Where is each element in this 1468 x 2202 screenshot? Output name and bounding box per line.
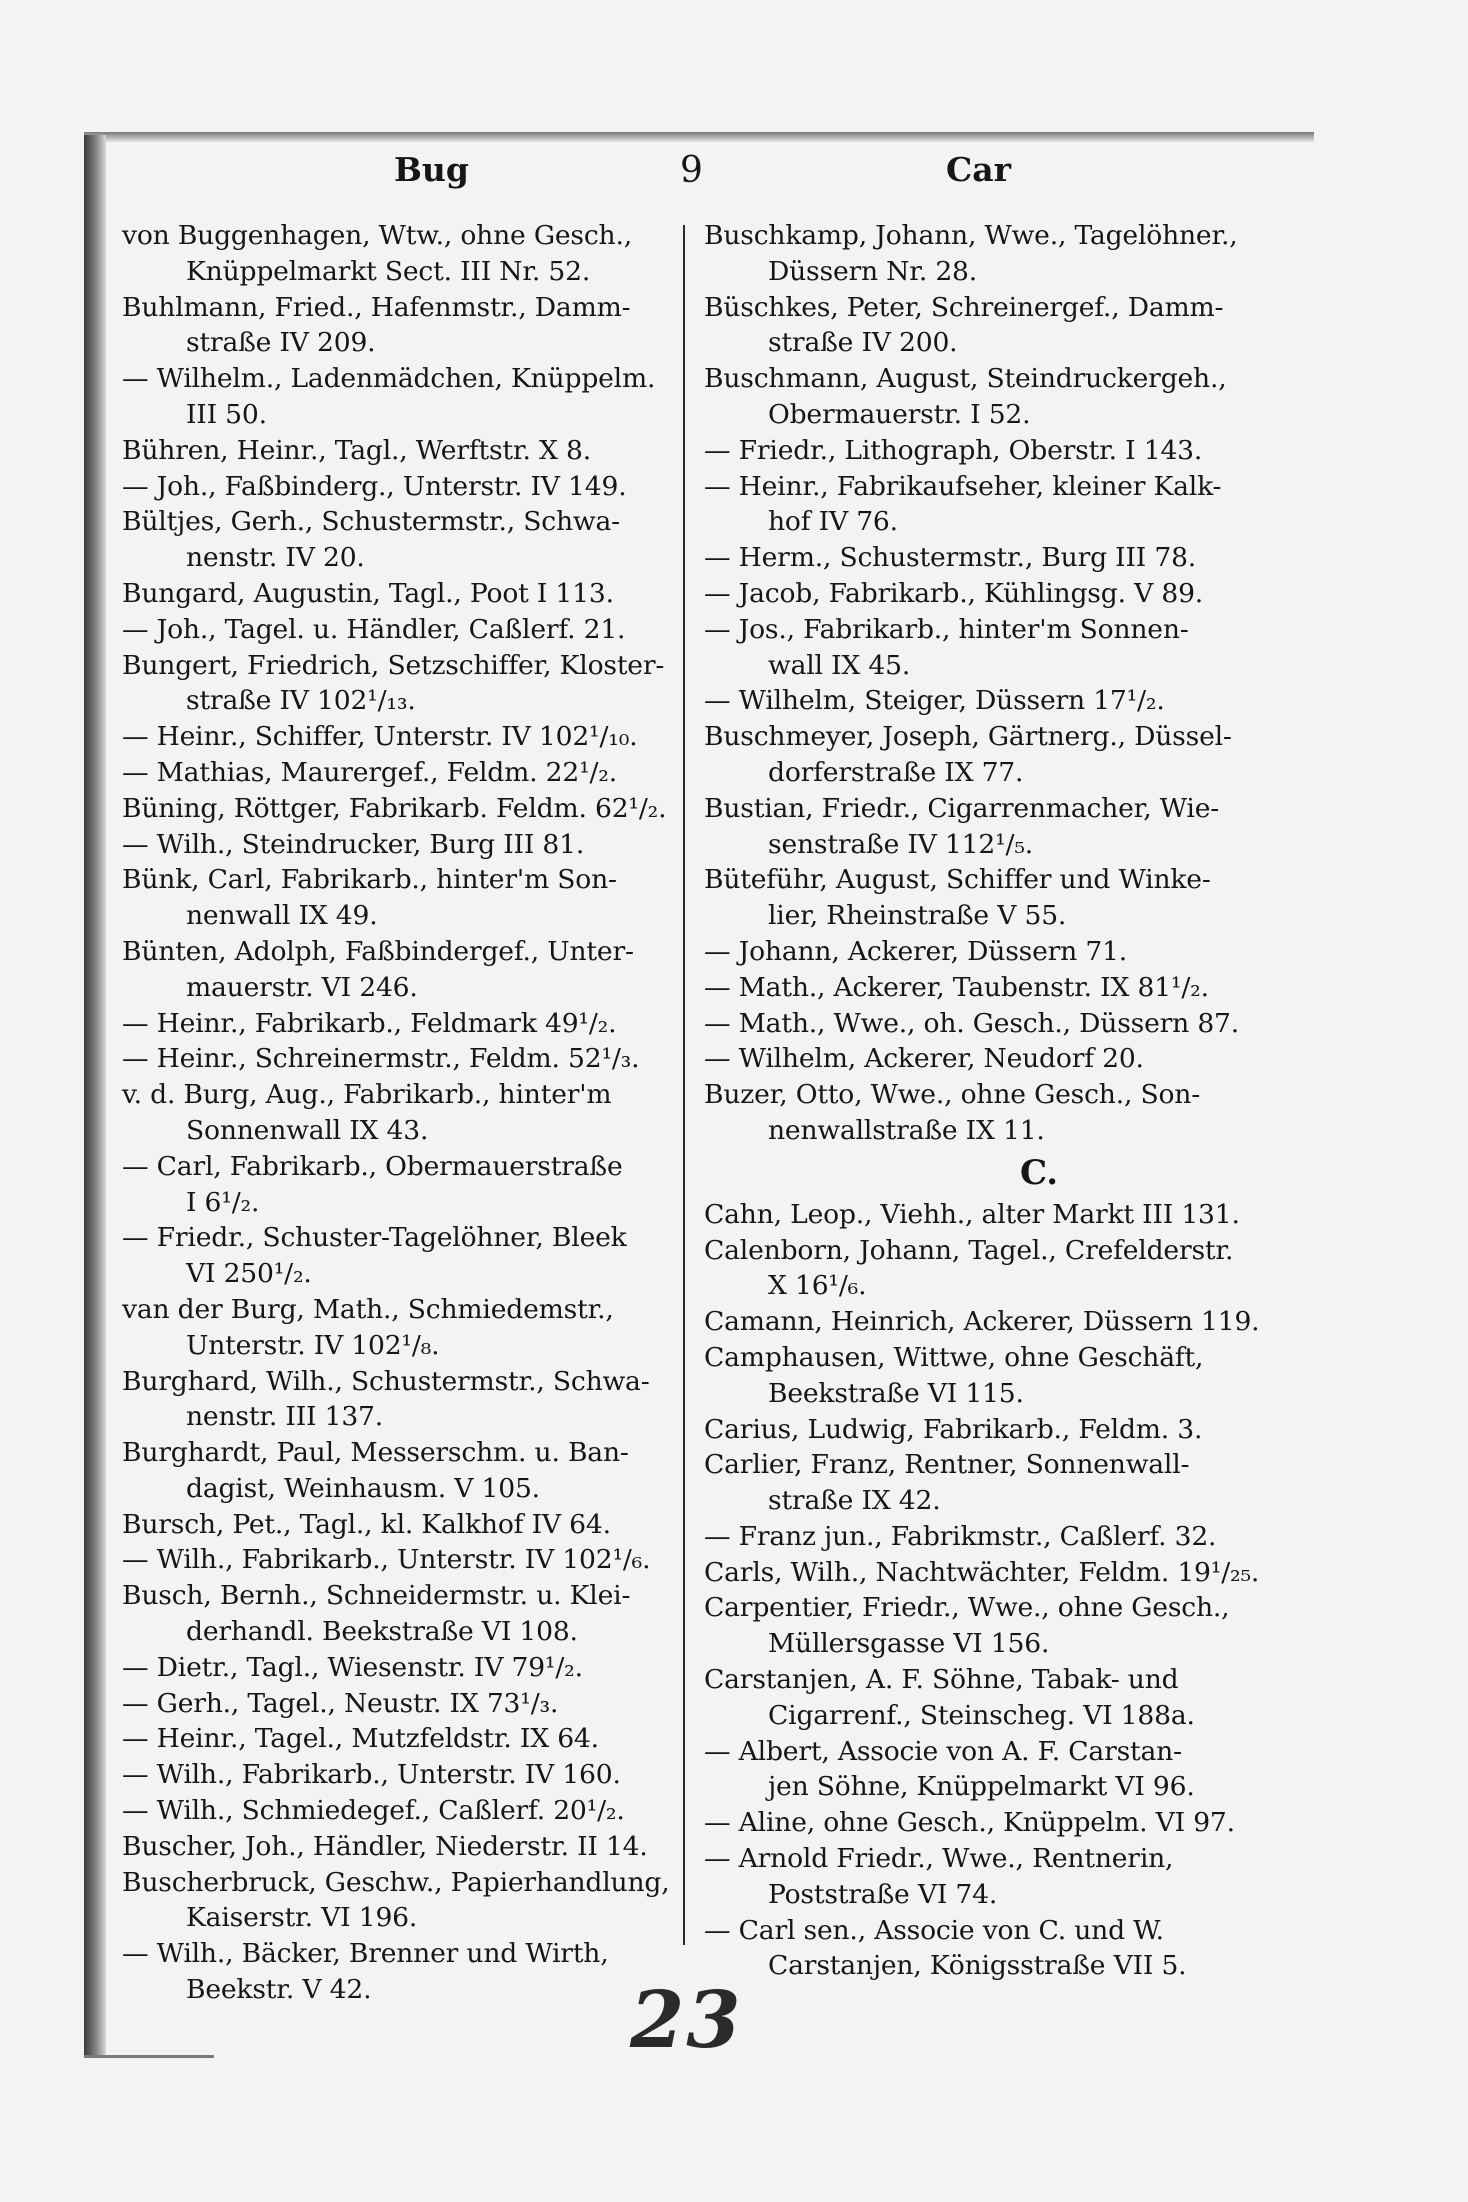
- entry-continuation: VI 250¹/₂.: [186, 1258, 312, 1290]
- entry-line: Cahn, Leop., Viehh., alter Markt III 131.: [704, 1198, 1240, 1230]
- directory-entry: [122, 791, 682, 827]
- entry-continuation: Kaiserstr. VI 196.: [186, 1902, 418, 1934]
- entry-continuation: Cigarrenf., Steinscheg. VI 188a.: [768, 1699, 1195, 1731]
- entry-continuation: dorferstraße IX 77.: [768, 756, 1024, 788]
- entry-line: Bursch, Pet., Tagl., kl. Kalkhof IV 64.: [122, 1508, 611, 1540]
- entry-line: — Wilh., Fabrikarb., Unterstr. IV 160.: [122, 1759, 621, 1791]
- entry-continuation: jen Söhne, Knüppelmarkt VI 96.: [768, 1771, 1195, 1803]
- entry-line: — Albert, Associe von A. F. Carstan-: [704, 1735, 1182, 1767]
- directory-entry: [704, 1197, 1274, 1233]
- directory-entry: [704, 970, 1274, 1006]
- column-divider: [683, 225, 685, 1945]
- directory-entry: [704, 1304, 1274, 1340]
- directory-entry: [704, 683, 1274, 719]
- directory-entry: [704, 1805, 1274, 1841]
- directory-entry: [122, 1793, 682, 1829]
- directory-entry: [704, 791, 1274, 863]
- entry-continuation: Düssern Nr. 28.: [768, 255, 978, 287]
- entry-line: Bustian, Friedr., Cigarrenmacher, Wie-: [704, 792, 1220, 824]
- entry-line: Bühren, Heinr., Tagl., Werftstr. X 8.: [122, 434, 591, 466]
- entry-continuation: nenstr. III 137.: [186, 1401, 384, 1433]
- directory-entry: [122, 576, 682, 612]
- directory-entry: [704, 1555, 1274, 1591]
- directory-entry: [122, 1721, 682, 1757]
- directory-entry: [704, 719, 1274, 791]
- entry-continuation: straße IV 102¹/₁₃.: [186, 685, 416, 717]
- entry-continuation: straße IV 209.: [186, 327, 376, 359]
- directory-entry: [122, 1542, 682, 1578]
- entry-continuation: straße IV 200.: [768, 327, 958, 359]
- directory-entry: [704, 576, 1274, 612]
- entry-line: v. d. Burg, Aug., Fabrikarb., hinter'm: [122, 1079, 612, 1111]
- entry-line: Camphausen, Wittwe, ohne Geschäft,: [704, 1341, 1204, 1373]
- entry-line: — Friedr., Lithograph, Oberstr. I 143.: [704, 434, 1203, 466]
- entry-line: Buzer, Otto, Wwe., ohne Gesch., Son-: [704, 1079, 1201, 1111]
- directory-entry: [122, 1077, 682, 1149]
- directory-entry: [704, 1041, 1274, 1077]
- directory-entry: [704, 1077, 1274, 1149]
- entry-line: Busch, Bernh., Schneidermstr. u. Klei-: [122, 1580, 631, 1612]
- directory-entry: [122, 1936, 682, 2008]
- entry-continuation: mauerstr. VI 246.: [186, 971, 418, 1003]
- entry-continuation: lier, Rheinstraße V 55.: [768, 900, 1067, 932]
- entry-line: — Carl, Fabrikarb., Obermauerstraße: [122, 1150, 623, 1182]
- entry-line: — Gerh., Tagel., Neustr. IX 73¹/₃.: [122, 1687, 559, 1719]
- page-edge-left: [84, 135, 106, 2055]
- entry-line: — Arnold Friedr., Wwe., Rentnerin,: [704, 1843, 1174, 1875]
- directory-entry: [704, 218, 1274, 290]
- directory-entry: [704, 1662, 1274, 1734]
- header-right-catchword: Car: [946, 150, 1012, 189]
- directory-entry: [704, 469, 1274, 541]
- section-letter-c: C.: [1020, 1152, 1058, 1193]
- entry-line: Buscher, Joh., Händler, Niederstr. II 14.: [122, 1830, 648, 1862]
- entry-line: Bungert, Friedrich, Setzschiffer, Kloster-: [122, 649, 665, 681]
- entry-line: — Jacob, Fabrikarb., Kühlingsg. V 89.: [704, 577, 1204, 609]
- header-left-catchword: Bug: [394, 150, 469, 189]
- directory-entry: [122, 1507, 682, 1543]
- directory-entry: [704, 1841, 1274, 1913]
- directory-entry: [122, 1686, 682, 1722]
- directory-entry: [122, 1865, 682, 1937]
- entry-line: — Heinr., Schreinermstr., Feldm. 52¹/₃.: [122, 1043, 640, 1075]
- entry-line: Buhlmann, Fried., Hafenmstr., Damm-: [122, 291, 631, 323]
- entry-line: — Wilh., Bäcker, Brenner und Wirth,: [122, 1938, 609, 1970]
- entry-line: Burghard, Wilh., Schustermstr., Schwa-: [122, 1365, 650, 1397]
- entry-line: — Heinr., Fabrikaufseher, kleiner Kalk-: [704, 470, 1222, 502]
- entry-line: — Joh., Tagel. u. Händler, Caßlerf. 21.: [122, 613, 626, 645]
- entry-continuation: dagist, Weinhausm. V 105.: [186, 1472, 540, 1504]
- entry-line: — Mathias, Maurergef., Feldm. 22¹/₂.: [122, 756, 618, 788]
- directory-entry: [122, 934, 682, 1006]
- directory-entry: [704, 1590, 1274, 1662]
- entry-line: von Buggenhagen, Wtw., ohne Gesch.,: [122, 220, 632, 251]
- directory-entry: [122, 1829, 682, 1865]
- left-column: [122, 218, 682, 2008]
- entry-line: Büteführ, August, Schiffer und Winke-: [704, 864, 1211, 896]
- entry-continuation: nenstr. IV 20.: [186, 542, 365, 574]
- entry-line: — Heinr., Schiffer, Unterstr. IV 102¹/₁₀.: [122, 721, 638, 753]
- entry-line: Burghardt, Paul, Messerschm. u. Ban-: [122, 1437, 629, 1469]
- entry-line: — Joh., Faßbinderg., Unterstr. IV 149.: [122, 470, 627, 502]
- entry-line: Calenborn, Johann, Tagel., Crefelderstr.: [704, 1234, 1234, 1266]
- entry-line: — Johann, Ackerer, Düssern 71.: [704, 935, 1128, 967]
- directory-entry: [122, 1364, 682, 1436]
- entry-continuation: nenwall IX 49.: [186, 900, 378, 932]
- entry-continuation: Beekstr. V 42.: [186, 1974, 372, 2006]
- entry-continuation: senstraße IV 112¹/₅.: [768, 828, 1034, 860]
- directory-entry: [122, 1757, 682, 1793]
- handwritten-page-mark: 23: [630, 1975, 743, 2066]
- entry-line: — Aline, ohne Gesch., Knüppelm. VI 97.: [704, 1807, 1235, 1839]
- entry-continuation: I 6¹/₂.: [186, 1186, 260, 1218]
- directory-entry: [122, 1041, 682, 1077]
- entry-line: Carls, Wilh., Nachtwächter, Feldm. 19¹/₂₅.: [704, 1556, 1260, 1588]
- entry-continuation: straße IX 42.: [768, 1485, 941, 1517]
- entry-line: — Wilhelm., Ladenmädchen, Knüppelm.: [122, 363, 656, 395]
- entry-line: — Herm., Schustermstr., Burg III 78.: [704, 542, 1197, 574]
- directory-entry: [122, 719, 682, 755]
- directory-entry: [122, 1006, 682, 1042]
- entry-line: Büning, Röttger, Fabrikarb. Feldm. 62¹/₂.: [122, 792, 667, 824]
- entry-line: Buschmeyer, Joseph, Gärtnerg., Düssel-: [704, 721, 1232, 753]
- entry-continuation: hof IV 76.: [768, 506, 898, 538]
- directory-entry: [122, 1149, 682, 1221]
- directory-entry: [122, 361, 682, 433]
- footer-rule: [84, 2055, 214, 2058]
- directory-entry: [704, 862, 1274, 934]
- entry-line: — Franz jun., Fabrikmstr., Caßlerf. 32.: [704, 1520, 1217, 1552]
- directory-entry: [704, 290, 1274, 362]
- entry-line: Buschkamp, Johann, Wwe., Tagelöhner.,: [704, 220, 1238, 251]
- directory-entry: [122, 1578, 682, 1650]
- entry-continuation: Sonnenwall IX 43.: [186, 1114, 429, 1146]
- entry-continuation: Müllersgasse VI 156.: [768, 1628, 1050, 1660]
- directory-entry: [704, 934, 1274, 970]
- entry-line: — Wilh., Steindrucker, Burg III 81.: [122, 828, 585, 860]
- right-column: [704, 218, 1274, 1984]
- entry-line: Büschkes, Peter, Schreinergef., Damm-: [704, 291, 1224, 323]
- entry-line: — Friedr., Schuster-Tagelöhner, Bleek: [122, 1222, 627, 1254]
- directory-entry: [704, 433, 1274, 469]
- directory-entry: [704, 1340, 1274, 1412]
- directory-entry: [704, 1412, 1274, 1448]
- entry-continuation: nenwallstraße IX 11.: [768, 1114, 1045, 1146]
- directory-entry: [122, 1220, 682, 1292]
- entry-continuation: Poststraße VI 74.: [768, 1878, 998, 1910]
- directory-entry: [704, 1006, 1274, 1042]
- running-header: [0, 150, 1468, 200]
- directory-entry: [122, 1292, 682, 1364]
- directory-entry: [122, 504, 682, 576]
- directory-entry: [704, 1519, 1274, 1555]
- directory-entry: [122, 755, 682, 791]
- entry-line: Carius, Ludwig, Fabrikarb., Feldm. 3.: [704, 1413, 1203, 1445]
- entry-line: — Math., Wwe., oh. Gesch., Düssern 87.: [704, 1007, 1240, 1039]
- entry-line: van der Burg, Math., Schmiedemstr.,: [122, 1293, 614, 1325]
- directory-entry: [122, 469, 682, 505]
- entry-continuation: wall IX 45.: [768, 649, 911, 681]
- directory-entry: [122, 612, 682, 648]
- page-number: 9: [680, 150, 703, 191]
- right-column-b-entries: [704, 218, 1274, 1149]
- entry-line: — Heinr., Fabrikarb., Feldmark 49¹/₂.: [122, 1007, 617, 1039]
- right-column-c-entries: [704, 1197, 1274, 1985]
- entry-line: — Heinr., Tagel., Mutzfeldstr. IX 64.: [122, 1723, 599, 1755]
- entry-continuation: Beekstraße VI 115.: [768, 1377, 1024, 1409]
- entry-continuation: Obermauerstr. I 52.: [768, 398, 1031, 430]
- entry-continuation: Knüppelmarkt Sect. III Nr. 52.: [186, 255, 591, 287]
- directory-entry: [122, 827, 682, 863]
- entry-continuation: Unterstr. IV 102¹/₈.: [186, 1329, 440, 1361]
- entry-line: Bünk, Carl, Fabrikarb., hinter'm Son-: [122, 864, 617, 896]
- entry-line: — Wilhelm, Steiger, Düssern 17¹/₂.: [704, 685, 1165, 717]
- entry-continuation: III 50.: [186, 398, 267, 430]
- entry-line: Carlier, Franz, Rentner, Sonnenwall-: [704, 1449, 1190, 1481]
- entry-line: Buschmann, August, Steindruckergeh.,: [704, 363, 1227, 395]
- entry-line: — Jos., Fabrikarb., hinter'm Sonnen-: [704, 613, 1189, 645]
- entry-line: — Carl sen., Associe von C. und W.: [704, 1914, 1164, 1946]
- directory-entry: [704, 1913, 1274, 1985]
- directory-entry: [704, 1233, 1274, 1305]
- entry-line: Carpentier, Friedr., Wwe., ohne Gesch.,: [704, 1592, 1230, 1624]
- entry-line: Bültjes, Gerh., Schustermstr., Schwa-: [122, 506, 620, 538]
- directory-entry: [122, 433, 682, 469]
- entry-continuation: derhandl. Beekstraße VI 108.: [186, 1616, 578, 1648]
- entry-line: — Wilh., Schmiedegef., Caßlerf. 20¹/₂.: [122, 1795, 625, 1827]
- directory-entry: [122, 862, 682, 934]
- entry-line: Carstanjen, A. F. Söhne, Tabak- und: [704, 1664, 1179, 1696]
- entry-line: Bünten, Adolph, Faßbindergef., Unter-: [122, 935, 634, 967]
- directory-entry: [122, 648, 682, 720]
- entry-continuation: Carstanjen, Königsstraße VII 5.: [768, 1950, 1187, 1982]
- directory-entry: [122, 1435, 682, 1507]
- directory-entry: [704, 540, 1274, 576]
- entry-line: — Wilh., Fabrikarb., Unterstr. IV 102¹/₆.: [122, 1544, 651, 1576]
- entry-line: — Wilhelm, Ackerer, Neudorf 20.: [704, 1043, 1144, 1075]
- page-edge-top: [84, 132, 1314, 142]
- directory-entry: [122, 290, 682, 362]
- entry-line: Buscherbruck, Geschw., Papierhandlung,: [122, 1866, 670, 1898]
- directory-entry: [704, 361, 1274, 433]
- directory-entry: [122, 218, 682, 290]
- entry-line: — Dietr., Tagl., Wiesenstr. IV 79¹/₂.: [122, 1651, 583, 1683]
- entry-line: — Math., Ackerer, Taubenstr. IX 81¹/₂.: [704, 971, 1209, 1003]
- directory-entry: [704, 612, 1274, 684]
- directory-entry: [704, 1734, 1274, 1806]
- entry-continuation: X 16¹/₆.: [768, 1270, 867, 1302]
- directory-entry: [704, 1447, 1274, 1519]
- entry-line: Bungard, Augustin, Tagl., Poot I 113.: [122, 577, 614, 609]
- entry-line: Camann, Heinrich, Ackerer, Düssern 119.: [704, 1306, 1260, 1338]
- directory-entry: [122, 1650, 682, 1686]
